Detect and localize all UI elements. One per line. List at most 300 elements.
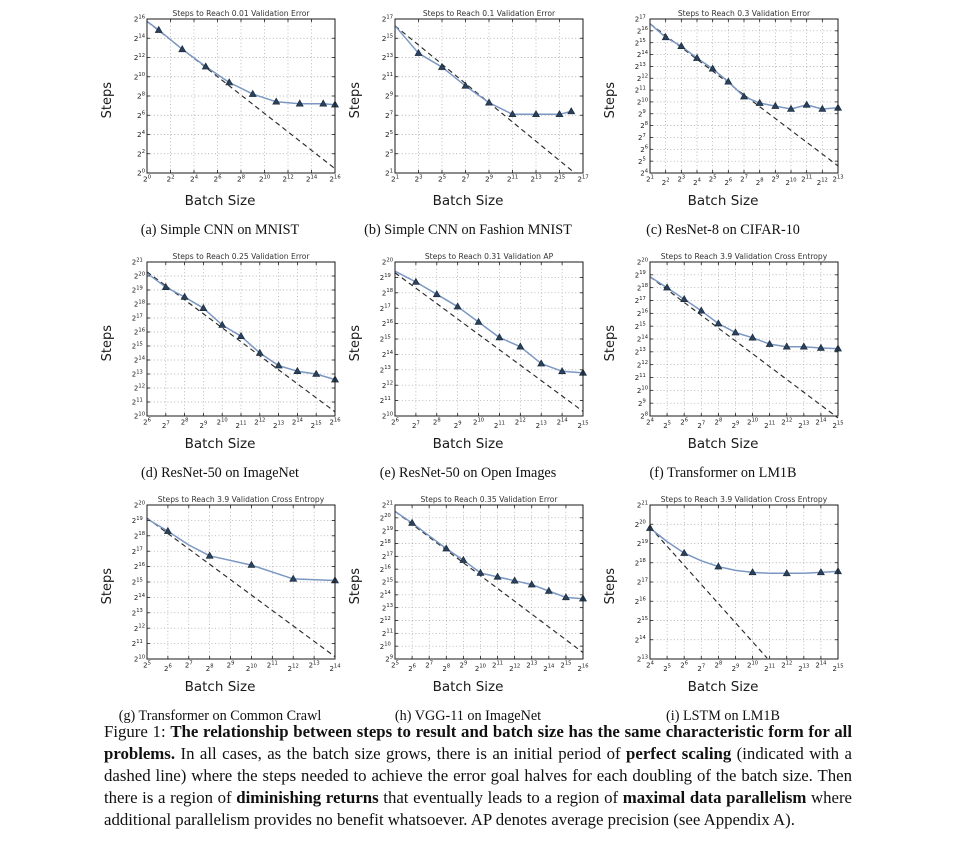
svg-text:220: $2^{20}$ <box>636 257 648 267</box>
gridlines <box>395 19 583 173</box>
svg-text:24: $2^4$ <box>645 417 654 427</box>
svg-text:22: $2^2$ <box>165 174 175 184</box>
plot-canvas-a <box>116 8 341 192</box>
subplot-c-plotrow <box>603 8 844 192</box>
svg-text:210: $2^{10}$ <box>133 654 145 664</box>
plot-canvas-b <box>364 8 589 192</box>
svg-text:211: $2^{11}$ <box>763 663 775 673</box>
x-tick-labels <box>646 660 843 673</box>
svg-text:26: $2^6$ <box>679 660 688 670</box>
plot-canvas-e <box>364 251 589 435</box>
svg-text:212: $2^{12}$ <box>508 663 520 673</box>
svg-text:219: $2^{19}$ <box>634 270 646 280</box>
x-tick-labels <box>143 660 341 673</box>
svg-text:212: $2^{12}$ <box>133 52 145 63</box>
y-axis-label: Steps <box>99 81 115 119</box>
svg-text:24: $2^4$ <box>645 660 654 670</box>
svg-text:215: $2^{15}$ <box>576 420 589 430</box>
svg-text:214: $2^{14}$ <box>291 417 303 427</box>
svg-text:213: $2^{13}$ <box>308 660 320 670</box>
plot-title: Steps to Reach 0.25 Validation Error <box>171 252 310 261</box>
data-markers <box>162 284 338 382</box>
svg-text:22: $2^2$ <box>136 149 145 159</box>
x-axis-label: Batch Size <box>687 193 759 209</box>
y-tick-labels <box>131 500 145 663</box>
svg-text:217: $2^{17}$ <box>381 551 393 561</box>
y-tick-labels <box>634 14 648 177</box>
svg-text:215: $2^{15}$ <box>381 33 393 43</box>
svg-text:211: $2^{11}$ <box>379 395 391 406</box>
svg-text:214: $2^{14}$ <box>379 590 391 600</box>
svg-text:29: $2^9$ <box>453 420 462 430</box>
svg-text:210: $2^{10}$ <box>258 174 270 184</box>
subplot-g <box>96 494 344 737</box>
subplot-d-plotrow <box>100 251 341 435</box>
svg-text:29: $2^9$ <box>199 420 207 430</box>
y-axis-label: Steps <box>347 81 363 119</box>
svg-text:216: $2^{16}$ <box>379 564 391 574</box>
svg-text:29: $2^9$ <box>458 660 467 670</box>
svg-text:210: $2^{10}$ <box>784 177 797 187</box>
perfect-scaling-dashed-line <box>395 273 583 412</box>
svg-text:215: $2^{15}$ <box>634 38 646 48</box>
svg-text:212: $2^{12}$ <box>379 615 391 626</box>
svg-text:217: $2^{17}$ <box>634 295 646 306</box>
svg-text:21: $2^1$ <box>390 174 399 184</box>
svg-text:212: $2^{12}$ <box>780 660 792 670</box>
svg-text:219: $2^{19}$ <box>131 285 143 295</box>
svg-text:214: $2^{14}$ <box>814 660 826 670</box>
svg-text:24: $2^4$ <box>692 177 701 187</box>
gridlines <box>147 262 335 416</box>
svg-text:29: $2^9$ <box>384 654 393 664</box>
plot-svg-a <box>116 8 341 188</box>
svg-text:29: $2^9$ <box>731 420 739 430</box>
svg-text:211: $2^{11}$ <box>381 72 393 82</box>
svg-text:211: $2^{11}$ <box>491 660 503 670</box>
svg-text:214: $2^{14}$ <box>381 349 393 359</box>
svg-text:214: $2^{14}$ <box>636 334 648 344</box>
svg-text:210: $2^{10}$ <box>133 411 145 421</box>
svg-text:213: $2^{13}$ <box>379 365 391 375</box>
svg-text:28: $2^8$ <box>713 417 722 427</box>
svg-text:219: $2^{19}$ <box>636 538 648 549</box>
caption-text: where additional parallelism provides no benefit whatsoever. AP denotes average precision (see Appendix A). <box>104 788 852 829</box>
svg-text:216: $2^{16}$ <box>636 308 648 318</box>
svg-text:212: $2^{12}$ <box>287 663 299 673</box>
svg-text:27: $2^7$ <box>424 660 433 670</box>
caption-bold-text: maximal data parallelism <box>622 788 807 807</box>
svg-text:215: $2^{15}$ <box>634 321 646 331</box>
svg-text:220: $2^{20}$ <box>133 271 145 281</box>
y-axis-label: Steps <box>347 324 363 362</box>
x-axis-label: Batch Size <box>687 436 759 452</box>
svg-text:220: $2^{20}$ <box>133 500 145 510</box>
svg-text:220: $2^{20}$ <box>634 519 646 529</box>
x-tick-labels <box>143 417 340 430</box>
svg-text:212: $2^{12}$ <box>780 417 792 427</box>
svg-text:24: $2^4$ <box>189 174 198 184</box>
svg-text:21: $2^1$ <box>645 174 654 184</box>
plot-title: Steps to Reach 0.3 Validation Error <box>677 9 810 18</box>
svg-text:29: $2^9$ <box>384 91 393 101</box>
svg-text:213: $2^{13}$ <box>634 61 646 71</box>
svg-text:220: $2^{20}$ <box>381 257 393 267</box>
plot-canvas-i <box>619 494 844 678</box>
subplot-h <box>344 494 592 737</box>
svg-text:28: $2^8$ <box>236 174 245 184</box>
svg-text:219: $2^{19}$ <box>379 272 391 282</box>
y-tick-labels <box>379 257 393 420</box>
svg-text:213: $2^{13}$ <box>131 369 143 379</box>
axes-frame <box>147 262 335 416</box>
subcaption-e: (e) ResNet-50 on Open Images <box>379 465 557 481</box>
svg-text:211: $2^{11}$ <box>763 420 775 430</box>
svg-text:28: $2^8$ <box>205 663 214 673</box>
x-tick-labels <box>142 174 340 183</box>
svg-text:28: $2^8$ <box>441 663 450 673</box>
subplot-i <box>592 494 854 737</box>
plot-svg-d <box>116 251 341 431</box>
svg-text:215: $2^{15}$ <box>131 577 143 587</box>
svg-text:210: $2^{10}$ <box>474 663 486 673</box>
x-axis-label: Batch Size <box>432 679 504 695</box>
x-axis-label: Batch Size <box>184 436 256 452</box>
svg-text:213: $2^{13}$ <box>634 347 646 357</box>
svg-text:221: $2^{21}$ <box>131 257 143 267</box>
x-tick-labels <box>646 174 843 187</box>
plot-title: Steps to Reach 0.1 Validation Error <box>422 9 555 18</box>
svg-text:214: $2^{14}$ <box>814 417 826 427</box>
svg-text:210: $2^{10}$ <box>472 417 484 427</box>
svg-text:27: $2^7$ <box>739 174 748 184</box>
steps-curve <box>395 511 583 598</box>
y-axis-label: Steps <box>347 567 363 605</box>
svg-text:212: $2^{12}$ <box>381 380 393 390</box>
plot-svg-h <box>364 494 589 674</box>
svg-text:213: $2^{13}$ <box>131 608 143 618</box>
subplot-e-plotrow <box>348 251 589 435</box>
x-tick-labels <box>391 417 588 430</box>
y-axis-label: Steps <box>99 324 115 362</box>
svg-text:25: $2^5$ <box>637 156 646 166</box>
svg-text:217: $2^{17}$ <box>634 14 646 24</box>
plot-title: Steps to Reach 3.9 Validation Cross Entropy <box>660 495 827 504</box>
svg-text:212: $2^{12}$ <box>253 417 265 427</box>
svg-text:215: $2^{15}$ <box>831 663 844 673</box>
plot-svg-c <box>619 8 844 188</box>
plot-canvas-c <box>619 8 844 192</box>
svg-text:26: $2^6$ <box>639 144 648 154</box>
svg-text:218: $2^{18}$ <box>381 288 393 298</box>
svg-text:216: $2^{16}$ <box>636 26 648 36</box>
svg-text:214: $2^{14}$ <box>305 174 317 184</box>
perfect-scaling-dashed-line <box>147 518 335 657</box>
steps-curve <box>395 271 583 373</box>
subcaption-g: (g) Transformer on Common Crawl <box>118 708 322 724</box>
svg-text:24: $2^4$ <box>639 168 648 178</box>
svg-text:211: $2^{11}$ <box>131 397 143 407</box>
svg-text:210: $2^{10}$ <box>636 97 648 107</box>
svg-text:210: $2^{10}$ <box>216 417 228 427</box>
svg-text:20: $2^0$ <box>136 168 145 178</box>
svg-text:212: $2^{12}$ <box>514 417 526 427</box>
y-axis-label: Steps <box>602 81 618 119</box>
svg-text:28: $2^8$ <box>432 417 441 427</box>
subcaption-d: (d) ResNet-50 on ImageNet <box>141 465 299 481</box>
y-tick-labels <box>379 500 392 663</box>
svg-text:25: $2^5$ <box>142 660 151 670</box>
svg-text:29: $2^9$ <box>637 109 646 119</box>
plot-svg-i <box>619 494 844 674</box>
svg-text:216: $2^{16}$ <box>133 327 145 337</box>
svg-text:211: $2^{11}$ <box>381 628 393 638</box>
y-tick-labels <box>133 14 145 177</box>
svg-text:29: $2^9$ <box>226 660 234 670</box>
svg-text:210: $2^{10}$ <box>245 663 257 673</box>
svg-text:216: $2^{16}$ <box>328 417 341 427</box>
x-axis-label: Batch Size <box>432 193 504 209</box>
svg-text:211: $2^{11}$ <box>131 638 143 649</box>
subplot-a-plotrow <box>100 8 341 192</box>
steps-curve <box>650 528 838 573</box>
figure-caption <box>104 721 852 831</box>
svg-text:26: $2^6$ <box>679 417 688 427</box>
svg-text:214: $2^{14}$ <box>556 417 568 427</box>
svg-text:26: $2^6$ <box>136 110 145 120</box>
subplot-b-plotrow <box>348 8 589 192</box>
svg-text:27: $2^7$ <box>696 420 705 430</box>
svg-text:26: $2^6$ <box>390 417 399 427</box>
steps-curve <box>147 21 335 104</box>
svg-text:216: $2^{16}$ <box>634 596 646 606</box>
svg-text:215: $2^{15}$ <box>310 420 322 430</box>
caption-bold-text: perfect scaling <box>626 744 732 763</box>
plot-canvas-f <box>619 251 844 435</box>
svg-text:25: $2^5$ <box>390 660 399 670</box>
subplot-g-plotrow <box>100 494 341 678</box>
svg-text:212: $2^{12}$ <box>281 174 294 184</box>
svg-text:213: $2^{13}$ <box>381 603 393 613</box>
subplot-c <box>592 8 854 251</box>
plot-svg-g <box>116 494 341 674</box>
svg-text:211: $2^{11}$ <box>506 174 518 184</box>
svg-text:24: $2^4$ <box>136 129 145 140</box>
svg-text:213: $2^{13}$ <box>525 660 537 670</box>
x-axis-label: Batch Size <box>687 679 759 695</box>
svg-text:27: $2^7$ <box>637 132 646 143</box>
svg-text:214: $2^{14}$ <box>133 592 145 602</box>
subplot-f-plotrow <box>603 251 844 435</box>
svg-text:216: $2^{16}$ <box>381 318 393 329</box>
svg-text:28: $2^8$ <box>136 91 145 101</box>
svg-text:211: $2^{11}$ <box>634 372 646 383</box>
svg-text:28: $2^8$ <box>639 411 648 421</box>
y-tick-labels <box>131 257 145 420</box>
svg-text:27: $2^7$ <box>384 110 393 120</box>
svg-text:23: $2^3$ <box>413 174 423 184</box>
svg-text:216: $2^{16}$ <box>133 14 145 24</box>
plot-svg-e <box>364 251 589 431</box>
subcaption-f: (f) Transformer on LM1B <box>649 465 797 481</box>
svg-text:25: $2^5$ <box>708 174 717 184</box>
svg-text:21: $2^1$ <box>384 168 393 178</box>
svg-text:25: $2^5$ <box>384 129 393 140</box>
subplot-a <box>96 8 344 251</box>
svg-text:29: $2^9$ <box>484 174 493 184</box>
x-tick-labels <box>646 417 843 430</box>
plot-title: Steps to Reach 0.31 Validation AP <box>424 252 553 261</box>
x-axis-label: Batch Size <box>184 193 256 209</box>
plot-canvas-d <box>116 251 341 435</box>
subplot-b <box>344 8 592 251</box>
svg-text:217: $2^{17}$ <box>379 303 391 313</box>
svg-text:216: $2^{16}$ <box>133 561 145 572</box>
svg-text:26: $2^6$ <box>212 174 222 184</box>
svg-text:214: $2^{14}$ <box>636 49 648 60</box>
svg-text:218: $2^{18}$ <box>634 558 646 568</box>
data-markers <box>415 50 575 117</box>
steps-curve <box>147 519 335 581</box>
svg-text:28: $2^8$ <box>180 417 188 427</box>
subcaption-i: (i) LSTM on LM1B <box>666 708 780 724</box>
svg-text:213: $2^{13}$ <box>831 174 844 184</box>
svg-text:215: $2^{15}$ <box>131 341 143 351</box>
y-axis-label: Steps <box>602 324 618 362</box>
svg-text:215: $2^{15}$ <box>831 420 844 430</box>
subcaption-h: (h) VGG-11 on ImageNet <box>394 708 542 724</box>
svg-text:27: $2^7$ <box>161 420 170 430</box>
svg-text:210: $2^{10}$ <box>133 72 145 82</box>
svg-text:218: $2^{18}$ <box>379 538 391 549</box>
svg-text:211: $2^{11}$ <box>266 660 278 670</box>
caption-bold-text: diminishing returns <box>236 788 379 807</box>
perfect-scaling-dashed-line <box>650 527 767 658</box>
subplot-d <box>96 251 344 494</box>
y-tick-labels <box>634 500 647 663</box>
steps-curve <box>395 26 571 115</box>
subcaption-a: (a) Simple CNN on MNIST <box>140 222 300 238</box>
y-axis-label: Steps <box>602 567 618 605</box>
svg-text:212: $2^{12}$ <box>636 73 648 83</box>
plot-title: Steps to Reach 3.9 Validation Cross Entropy <box>157 495 324 504</box>
svg-text:215: $2^{15}$ <box>636 615 648 626</box>
svg-text:213: $2^{13}$ <box>797 663 809 673</box>
svg-text:26: $2^6$ <box>142 417 151 427</box>
svg-text:221: $2^{21}$ <box>636 500 648 510</box>
svg-text:28: $2^8$ <box>713 660 722 670</box>
y-tick-labels <box>634 257 648 420</box>
x-tick-labels <box>390 174 588 183</box>
plot-canvas-h <box>364 494 589 678</box>
svg-text:26: $2^6$ <box>163 663 172 673</box>
svg-text:218: $2^{18}$ <box>636 283 648 293</box>
plot-svg-f <box>619 251 844 431</box>
x-axis-label: Batch Size <box>184 679 256 695</box>
plot-title: Steps to Reach 0.35 Validation Error <box>419 495 558 504</box>
svg-text:214: $2^{14}$ <box>133 355 145 365</box>
svg-text:29: $2^9$ <box>770 174 779 184</box>
svg-text:217: $2^{17}$ <box>576 174 589 184</box>
y-axis-label: Steps <box>99 567 115 605</box>
caption-text: (indicated with a dashed line) where the steps needed to achieve the error goal halves for each doubling of the batch size. Then there is a region of <box>104 744 852 807</box>
svg-text:213: $2^{13}$ <box>529 174 542 184</box>
svg-text:27: $2^7$ <box>184 660 193 670</box>
svg-text:20: $2^0$ <box>142 174 151 184</box>
plot-canvas-g <box>116 494 341 678</box>
gridlines <box>650 262 838 416</box>
gridlines <box>147 19 335 173</box>
svg-text:217: $2^{17}$ <box>131 313 143 323</box>
svg-text:216: $2^{16}$ <box>576 663 589 673</box>
svg-text:212: $2^{12}$ <box>636 360 648 370</box>
svg-text:210: $2^{10}$ <box>379 641 391 651</box>
subplot-f <box>592 251 854 494</box>
plot-title: Steps to Reach 0.01 Validation Error <box>171 9 310 18</box>
svg-text:218: $2^{18}$ <box>133 531 145 541</box>
subplot-i-plotrow <box>603 494 844 678</box>
svg-text:213: $2^{13}$ <box>535 420 547 430</box>
svg-text:215: $2^{15}$ <box>381 577 393 587</box>
svg-text:26: $2^6$ <box>723 177 732 187</box>
svg-text:213: $2^{13}$ <box>381 52 393 63</box>
svg-text:212: $2^{12}$ <box>133 383 145 393</box>
svg-text:219: $2^{19}$ <box>131 515 143 525</box>
gridlines <box>650 505 838 659</box>
svg-text:217: $2^{17}$ <box>381 14 393 24</box>
subplot-h-plotrow <box>348 494 589 678</box>
svg-text:27: $2^7$ <box>411 420 420 430</box>
svg-text:214: $2^{14}$ <box>328 663 341 673</box>
svg-text:212: $2^{12}$ <box>816 177 828 187</box>
svg-text:210: $2^{10}$ <box>636 385 648 395</box>
svg-text:211: $2^{11}$ <box>234 420 247 430</box>
svg-text:27: $2^7$ <box>460 174 470 184</box>
svg-text:25: $2^5$ <box>437 174 446 184</box>
svg-text:26: $2^6$ <box>407 663 416 673</box>
tick-marks <box>147 262 335 416</box>
svg-text:210: $2^{10}$ <box>381 411 393 421</box>
data-markers <box>646 525 841 576</box>
svg-text:213: $2^{13}$ <box>272 420 284 430</box>
svg-text:25: $2^5$ <box>662 663 671 673</box>
caption-text: that eventually leads to a region of <box>378 788 623 807</box>
subcaption-b: (b) Simple CNN on Fashion MNIST <box>364 222 572 238</box>
svg-text:214: $2^{14}$ <box>542 663 554 673</box>
svg-text:218: $2^{18}$ <box>133 299 145 309</box>
caption-text: In all cases, as the batch size grows, there is an initial period of <box>175 744 627 763</box>
svg-text:213: $2^{13}$ <box>636 654 648 664</box>
subplot-grid <box>96 8 854 737</box>
plot-svg-b <box>364 8 589 188</box>
svg-text:210: $2^{10}$ <box>746 417 758 427</box>
svg-text:22: $2^2$ <box>661 177 670 187</box>
svg-text:27: $2^7$ <box>696 663 705 673</box>
svg-text:220: $2^{20}$ <box>379 513 391 523</box>
svg-text:25: $2^5$ <box>662 420 671 430</box>
steps-curve <box>147 273 335 379</box>
svg-text:28: $2^8$ <box>639 120 648 131</box>
svg-text:219: $2^{19}$ <box>381 526 393 536</box>
svg-text:214: $2^{14}$ <box>133 33 145 43</box>
svg-text:215: $2^{15}$ <box>379 334 391 344</box>
x-tick-labels <box>391 660 588 673</box>
svg-text:212: $2^{12}$ <box>133 623 145 633</box>
svg-text:221: $2^{21}$ <box>381 500 393 510</box>
svg-text:214: $2^{14}$ <box>634 635 646 645</box>
svg-text:211: $2^{11}$ <box>493 420 505 430</box>
svg-text:210: $2^{10}$ <box>746 660 758 670</box>
